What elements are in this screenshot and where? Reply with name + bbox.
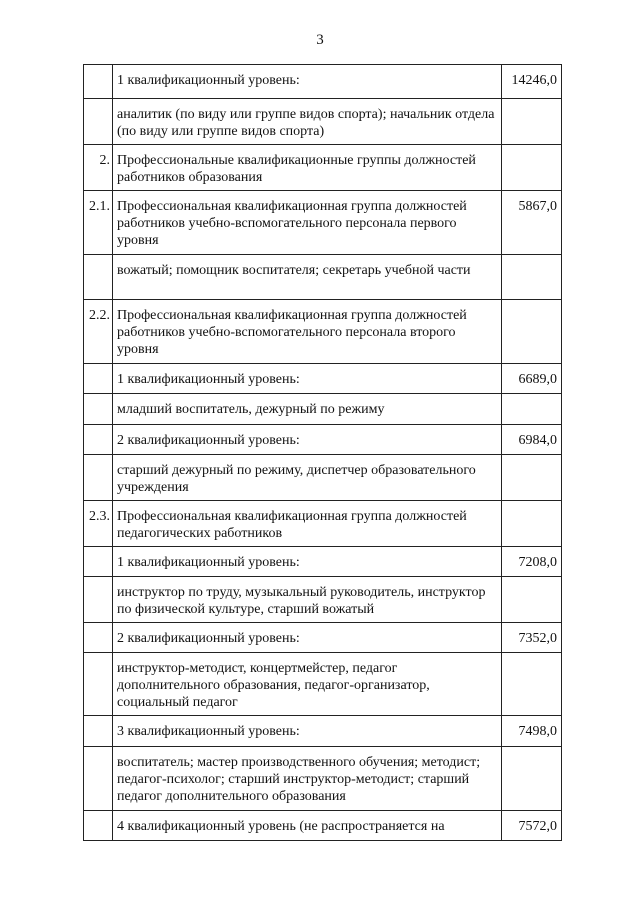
row-number: [84, 577, 113, 623]
row-description: старший дежурный по режиму, диспетчер образовательного учреждения: [113, 455, 502, 501]
table-row: [84, 623, 562, 653]
row-number: [84, 747, 113, 811]
table-row: [84, 747, 562, 811]
row-description: 4 квалификационный уровень (не распространяется на: [113, 811, 502, 841]
page-number: 3: [316, 32, 324, 48]
table-row: [84, 653, 562, 716]
row-number: [84, 716, 113, 747]
row-number: [84, 547, 113, 577]
table-row: [84, 577, 562, 623]
row-description: Профессиональная квалификационная группа должностей работников учебно-вспомогательного персонала второго уровня: [113, 300, 502, 364]
table-row: [84, 547, 562, 577]
row-description: 3 квалификационный уровень:: [113, 716, 502, 747]
table-row: [84, 65, 562, 99]
row-value: [502, 455, 562, 501]
table-row: [84, 394, 562, 425]
row-value: 7498,0: [502, 716, 562, 747]
row-value: 6984,0: [502, 425, 562, 455]
row-value: [502, 747, 562, 811]
row-description: 2 квалификационный уровень:: [113, 425, 502, 455]
row-number: [84, 653, 113, 716]
row-description: младший воспитатель, дежурный по режиму: [113, 394, 502, 425]
row-number: [84, 255, 113, 300]
row-number: [84, 99, 113, 145]
row-number: 2.1.: [84, 191, 113, 255]
row-value: [502, 577, 562, 623]
row-description: вожатый; помощник воспитателя; секретарь учебной части: [113, 255, 502, 300]
row-value: 7352,0: [502, 623, 562, 653]
row-number: [84, 455, 113, 501]
row-value: [502, 99, 562, 145]
table-row: [84, 364, 562, 394]
row-value: 5867,0: [502, 191, 562, 255]
row-description: 1 квалификационный уровень:: [113, 65, 502, 99]
row-description: Профессиональная квалификационная группа должностей работников учебно-вспомогательного персонала первого уровня: [113, 191, 502, 255]
table-row: [84, 300, 562, 364]
table-row: [84, 255, 562, 300]
row-value: 7572,0: [502, 811, 562, 841]
row-value: [502, 255, 562, 300]
table-row: [84, 145, 562, 191]
row-description: аналитик (по виду или группе видов спорта); начальник отдела (по виду или группе видов спорта): [113, 99, 502, 145]
row-description: 2 квалификационный уровень:: [113, 623, 502, 653]
table-row: [84, 455, 562, 501]
row-number: 2.2.: [84, 300, 113, 364]
row-value: [502, 501, 562, 547]
row-value: [502, 145, 562, 191]
row-value: 7208,0: [502, 547, 562, 577]
row-value: 6689,0: [502, 364, 562, 394]
table-row: [84, 191, 562, 255]
row-value: [502, 653, 562, 716]
row-number: [84, 811, 113, 841]
row-number: [84, 364, 113, 394]
row-number: 2.3.: [84, 501, 113, 547]
row-description: Профессиональная квалификационная группа должностей педагогических работников: [113, 501, 502, 547]
row-description: 1 квалификационный уровень:: [113, 364, 502, 394]
salary-table: [83, 64, 562, 841]
row-description: воспитатель; мастер производственного обучения; методист; педагог-психолог; старший инструктор-методист; старший педагог дополнительного образования: [113, 747, 502, 811]
row-description: инструктор-методист, концертмейстер, педагог дополнительного образования, педагог-организатор, социальный педагог: [113, 653, 502, 716]
row-value: [502, 394, 562, 425]
row-value: 14246,0: [502, 65, 562, 99]
row-number: [84, 425, 113, 455]
row-description: Профессиональные квалификационные группы должностей работников образования: [113, 145, 502, 191]
row-number: [84, 394, 113, 425]
row-value: [502, 300, 562, 364]
row-description: 1 квалификационный уровень:: [113, 547, 502, 577]
table-row: [84, 716, 562, 747]
row-number: [84, 623, 113, 653]
row-description: инструктор по труду, музыкальный руководитель, инструктор по физической культуре, старший вожатый: [113, 577, 502, 623]
table-row: [84, 501, 562, 547]
row-number: [84, 65, 113, 99]
table-row: [84, 811, 562, 841]
table-row: [84, 425, 562, 455]
row-number: 2.: [84, 145, 113, 191]
table-row: [84, 99, 562, 145]
